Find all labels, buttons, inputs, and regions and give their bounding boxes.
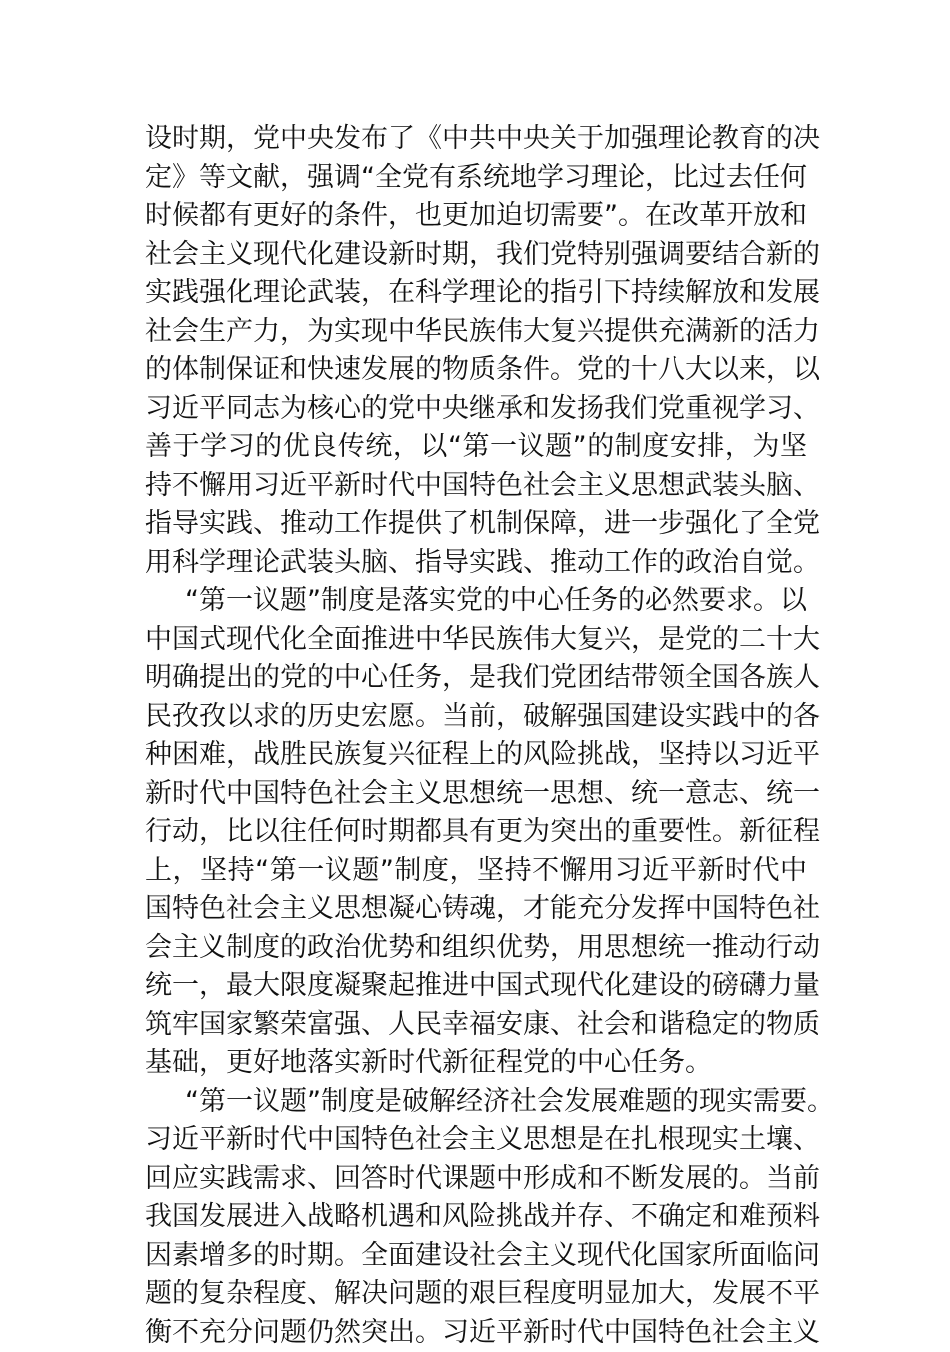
text-line: 上，坚持“第一议题”制度，坚持不懈用习近平新时代中 bbox=[145, 852, 807, 891]
text-line: “第一议题”制度是落实党的中心任务的必然要求。以 bbox=[145, 582, 807, 621]
text-line: 设时期，党中央发布了《中共中央关于加强理论教育的决 bbox=[145, 120, 807, 159]
text-line: 回应实践需求、回答时代课题中形成和不断发展的。当前 bbox=[145, 1160, 807, 1199]
text-line: 习近平同志为核心的党中央继承和发扬我们党重视学习、 bbox=[145, 390, 807, 429]
text-line: 明确提出的党的中心任务，是我们党团结带领全国各族人 bbox=[145, 659, 807, 698]
text-line: 指导实践、推动工作提供了机制保障，进一步强化了全党 bbox=[145, 505, 807, 544]
text-line: 定》等文献，强调“全党有系统地学习理论，比过去任何 bbox=[145, 159, 807, 198]
text-line: 种困难，战胜民族复兴征程上的风险挑战，坚持以习近平 bbox=[145, 736, 807, 775]
text-line: 新时代中国特色社会主义思想统一思想、统一意志、统一 bbox=[145, 775, 807, 814]
text-line: 因素增多的时期。全面建设社会主义现代化国家所面临问 bbox=[145, 1237, 807, 1276]
text-line: 题的复杂程度、解决问题的艰巨程度明显加大，发展不平 bbox=[145, 1275, 807, 1314]
text-line: 用科学理论武装头脑、指导实践、推动工作的政治自觉。 bbox=[145, 544, 807, 583]
text-line: 实践强化理论武装，在科学理论的指引下持续解放和发展 bbox=[145, 274, 807, 313]
text-line: 善于学习的优良传统，以“第一议题”的制度安排，为坚 bbox=[145, 428, 807, 467]
text-line: 国特色社会主义思想凝心铸魂，才能充分发挥中国特色社 bbox=[145, 890, 807, 929]
paragraph-2 bbox=[145, 582, 807, 1083]
paragraph-1 bbox=[145, 120, 807, 582]
text-line: 衡不充分问题仍然突出。习近平新时代中国特色社会主义 bbox=[145, 1314, 807, 1352]
text-line: 持不懈用习近平新时代中国特色社会主义思想武装头脑、 bbox=[145, 467, 807, 506]
text-line: 中国式现代化全面推进中华民族伟大复兴，是党的二十大 bbox=[145, 621, 807, 660]
text-line: 基础，更好地落实新时代新征程党的中心任务。 bbox=[145, 1044, 807, 1083]
paragraph-3 bbox=[145, 1083, 807, 1352]
document-page bbox=[145, 120, 807, 1352]
text-line: 民孜孜以求的历史宏愿。当前，破解强国建设实践中的各 bbox=[145, 698, 807, 737]
text-line: 我国发展进入战略机遇和风险挑战并存、不确定和难预料 bbox=[145, 1198, 807, 1237]
text-line: 行动，比以往任何时期都具有更为突出的重要性。新征程 bbox=[145, 813, 807, 852]
text-line: 会主义制度的政治优势和组织优势，用思想统一推动行动 bbox=[145, 929, 807, 968]
text-line: 的体制保证和快速发展的物质条件。党的十八大以来，以 bbox=[145, 351, 807, 390]
text-line: 社会主义现代化建设新时期，我们党特别强调要结合新的 bbox=[145, 236, 807, 275]
text-line: 统一，最大限度凝聚起推进中国式现代化建设的磅礴力量 bbox=[145, 967, 807, 1006]
text-line: 筑牢国家繁荣富强、人民幸福安康、社会和谐稳定的物质 bbox=[145, 1006, 807, 1045]
text-line: “第一议题”制度是破解经济社会发展难题的现实需要。 bbox=[145, 1083, 807, 1122]
text-line: 社会生产力，为实现中华民族伟大复兴提供充满新的活力 bbox=[145, 313, 807, 352]
text-line: 习近平新时代中国特色社会主义思想是在扎根现实土壤、 bbox=[145, 1121, 807, 1160]
text-line: 时候都有更好的条件，也更加迫切需要”。在改革开放和 bbox=[145, 197, 807, 236]
